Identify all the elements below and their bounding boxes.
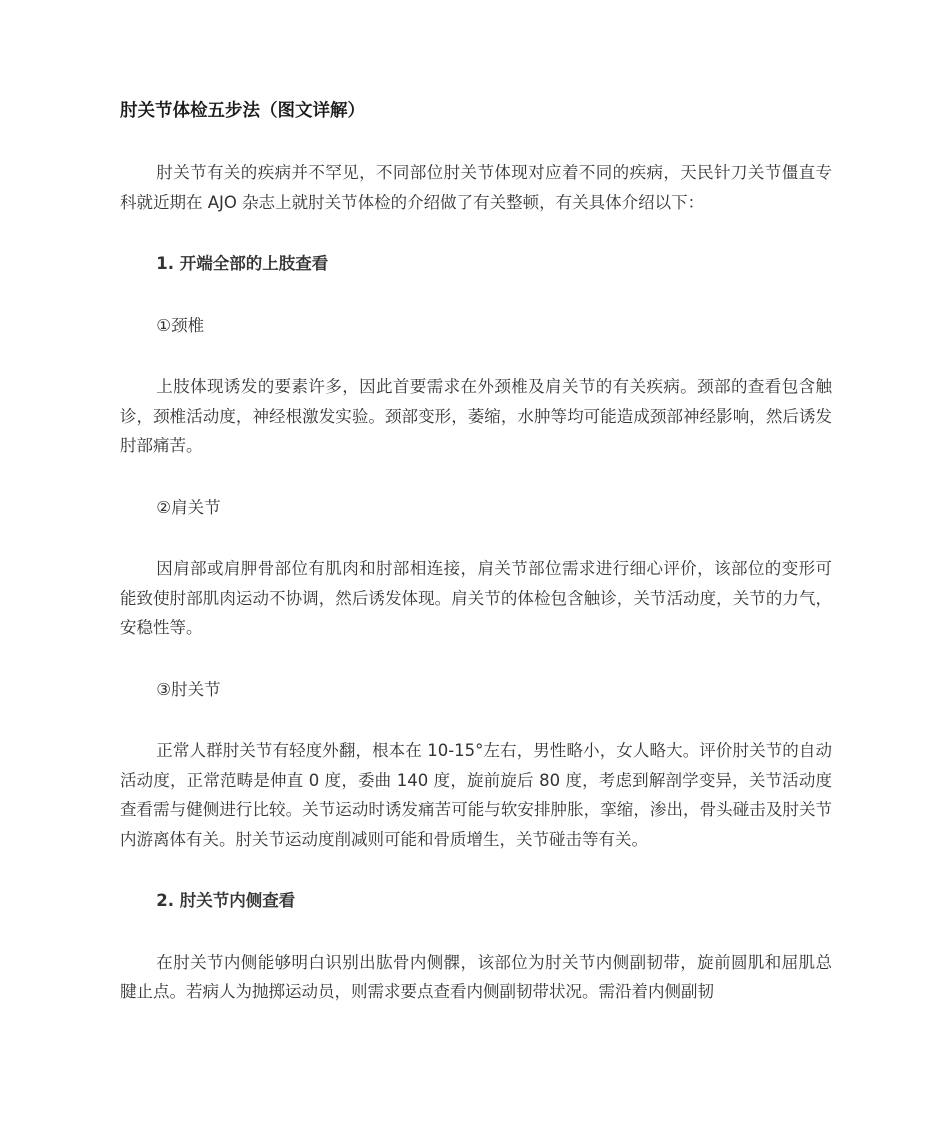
- spacer: [120, 217, 832, 249]
- document-body: [120, 97, 832, 1007]
- document-title: 肘关节体检五步法（图文详解）: [120, 101, 365, 121]
- spacer: [120, 704, 832, 736]
- subheading-elbow: ③肘关节: [156, 679, 221, 699]
- paragraph-medial-elbow: 在肘关节内侧能够明白识别出肱骨内侧髁，该部位为肘关节内侧副韧带，旋前圆肌和屈肌总腱止点。若病人为抛掷运动员，则需求要点查看内侧副韧带状况。需沿着内侧副韧: [120, 952, 832, 1001]
- spacer: [120, 125, 832, 158]
- paragraph-cervical-spine: 上肢体现诱发的要素许多，因此首要需求在外颈椎及肩关节的有关疾病。颈部的查看包含触诊，颈椎活动度，神经根激发实验。颈部变形，萎缩，水肿等均可能造成颈部神经影响，然后诱发肘部痛苦。: [120, 377, 832, 455]
- subheading-cervical-spine: ①颈椎: [156, 315, 205, 335]
- spacer: [120, 522, 832, 554]
- spacer: [120, 643, 832, 675]
- intro-paragraph: 肘关节有关的疾病并不罕见，不同部位肘关节体现对应着不同的疾病，天民针刀关节僵直专科就近期在 AJO 杂志上就肘关节体检的介绍做了有关整顿，有关具体介绍以下：: [120, 163, 832, 212]
- paragraph-shoulder: 因肩部或肩胛骨部位有肌肉和肘部相连接，肩关节部位需求进行细心评价，该部位的变形可能致使肘部肌肉运动不协调，然后诱发体现。肩关节的体检包含触诊，关节活动度，关节的力气，安稳性等。: [120, 559, 832, 637]
- spacer: [120, 279, 832, 311]
- section-heading-medial-elbow: 2. 肘关节内侧查看: [156, 891, 296, 910]
- spacer: [120, 916, 832, 948]
- spacer: [120, 340, 832, 372]
- spacer: [120, 461, 832, 493]
- section-heading-upper-limb: 1. 开端全部的上肢查看: [156, 254, 329, 273]
- paragraph-elbow: 正常人群肘关节有轻度外翻，根本在 10-15°左右，男性略小，女人略大。评价肘关节的自动活动度，正常范畴是伸直 0 度，委曲 140 度，旋前旋后 80 度，考虑到解剖学变异，关节活动度查看需与健侧进行比较。关节运动时诱发痛苦可能与软安排肿胀，挛缩，渗出，骨头碰击及肘关节内游离体有关。肘关节运动度削减则可能和骨质增生，关节碰击等有关。: [120, 741, 832, 849]
- subheading-shoulder: ②肩关节: [156, 497, 221, 517]
- spacer: [120, 854, 832, 886]
